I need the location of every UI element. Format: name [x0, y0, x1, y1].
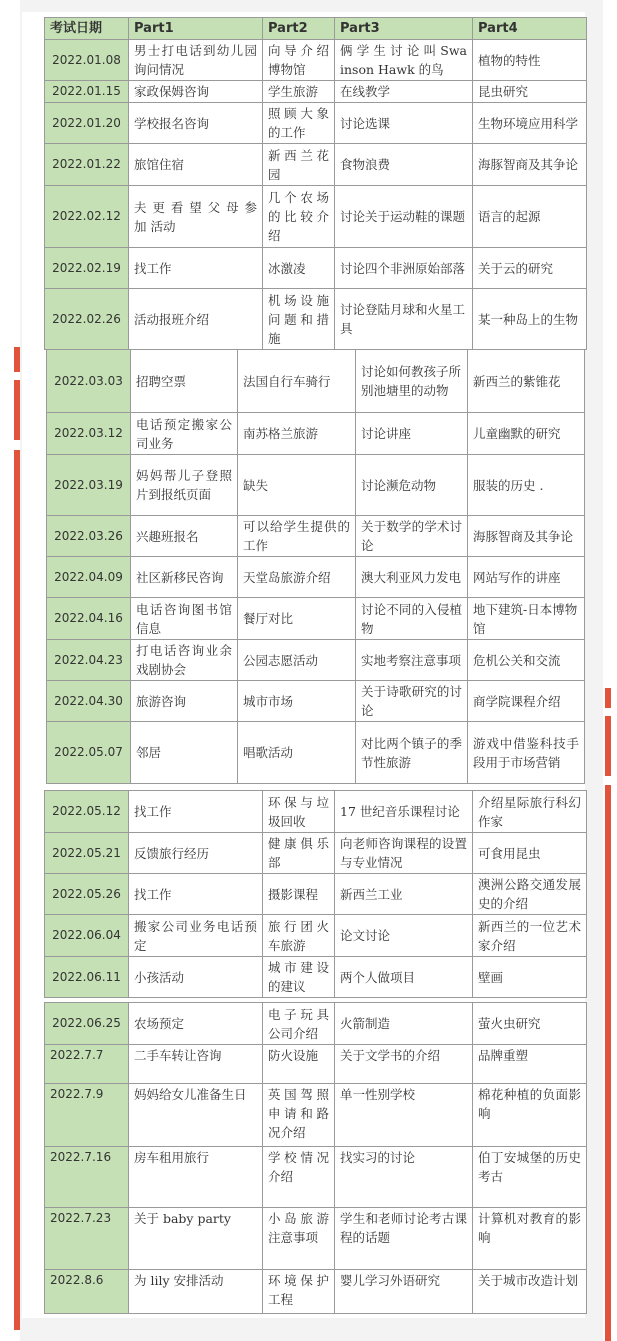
- part2-cell: 防火设施: [263, 1045, 335, 1084]
- exam-date-cell: 2022.04.30: [47, 681, 131, 722]
- part1-cell: 打电话咨询业余戏剧协会: [131, 640, 238, 681]
- exam-date-cell: 2022.03.26: [47, 516, 131, 557]
- part3-cell: 论文讨论: [335, 915, 473, 957]
- part2-cell: 可以给学生提供的工作: [238, 516, 356, 557]
- part1-cell: 搬家公司业务电话预定: [129, 915, 263, 957]
- part3-cell: 单一性别学校: [335, 1084, 473, 1147]
- part4-cell: 海豚智商及其争论: [468, 516, 585, 557]
- decor-stripe-left: [14, 347, 20, 372]
- part1-cell: 为 lily 安排活动: [129, 1270, 263, 1314]
- header-part4: Part4: [473, 18, 587, 40]
- decor-stripe-right: [605, 688, 611, 708]
- exam-date-cell: 2022.04.16: [47, 598, 131, 640]
- exam-date-cell: 2022.06.25: [45, 1003, 129, 1045]
- table-row: [47, 640, 585, 681]
- decor-stripe-left: [14, 380, 20, 440]
- part2-cell: 英国驾照申请和路况介绍: [263, 1084, 335, 1147]
- part3-cell: 对比两个镇子的季节性旅游: [356, 722, 468, 784]
- part3-cell: 讨论选课: [335, 103, 473, 144]
- part4-cell: 网站写作的讲座: [468, 557, 585, 598]
- part4-cell: 语言的起源: [473, 186, 587, 248]
- table-row: [45, 791, 587, 833]
- part3-cell: 俩 学 生 讨 论 叫 Swainson Hawk 的鸟: [335, 40, 473, 81]
- decor-stripe-right: [605, 716, 611, 776]
- exam-table-jan-feb: [44, 17, 587, 350]
- part3-cell: 食物浪费: [335, 144, 473, 186]
- table-row: [45, 1208, 587, 1270]
- exam-date-cell: 2022.01.20: [45, 103, 129, 144]
- part1-cell: 家政保姆咨询: [129, 81, 263, 103]
- part3-cell: 关于诗歌研究的讨论: [356, 681, 468, 722]
- table-row: [47, 350, 585, 413]
- part3-cell: 讨论登陆月球和火星工具: [335, 289, 473, 350]
- part2-cell: 健康俱乐部: [263, 833, 335, 874]
- table-row: [45, 1045, 587, 1084]
- part1-cell: 电话预定搬家公司业务: [131, 413, 238, 455]
- part2-cell: 城市市场: [238, 681, 356, 722]
- table-row: [45, 833, 587, 874]
- exam-date-cell: 2022.05.12: [45, 791, 129, 833]
- part2-cell: 几个农场的比较介绍: [263, 186, 335, 248]
- part4-cell: 海豚智商及其争论: [473, 144, 587, 186]
- part1-cell: 找工作: [129, 248, 263, 289]
- part1-cell: 招聘空票: [131, 350, 238, 413]
- table-row: [45, 957, 587, 998]
- part1-cell: 学校报名咨询: [129, 103, 263, 144]
- part2-cell: 环境保护工程: [263, 1270, 335, 1314]
- part1-cell: 关于 baby party: [129, 1208, 263, 1270]
- table-row: [45, 289, 587, 350]
- part3-cell: 在线教学: [335, 81, 473, 103]
- part2-cell: 电子玩具公司介绍: [263, 1003, 335, 1045]
- part4-cell: 游戏中借鉴科技手段用于市场营销: [468, 722, 585, 784]
- part2-cell: 小岛旅游注意事项: [263, 1208, 335, 1270]
- part1-cell: 邻居: [131, 722, 238, 784]
- part4-cell: 植物的特性: [473, 40, 587, 81]
- table-row: [45, 81, 587, 103]
- part2-cell: 照顾大象的工作: [263, 103, 335, 144]
- part3-cell: 澳大利亚风力发电: [356, 557, 468, 598]
- part2-cell: 天堂岛旅游介绍: [238, 557, 356, 598]
- exam-date-cell: 2022.03.19: [47, 455, 131, 516]
- exam-table-mar-may: [46, 349, 585, 784]
- exam-date-cell: 2022.04.09: [47, 557, 131, 598]
- part1-cell: 兴趣班报名: [131, 516, 238, 557]
- part4-cell: 澳洲公路交通发展史的介绍: [473, 874, 587, 915]
- part1-cell: 小孩活动: [129, 957, 263, 998]
- exam-date-cell: 2022.02.12: [45, 186, 129, 248]
- table-row: [45, 1147, 587, 1208]
- exam-date-cell: 2022.03.12: [47, 413, 131, 455]
- part1-cell: 农场预定: [129, 1003, 263, 1045]
- part4-cell: 危机公关和交流: [468, 640, 585, 681]
- table-row: [47, 681, 585, 722]
- part2-cell: 旅行团火车旅游: [263, 915, 335, 957]
- header-part2: Part2: [263, 18, 335, 40]
- table-row: [45, 248, 587, 289]
- part4-cell: 计算机对教育的影响: [473, 1208, 587, 1270]
- part1-cell: 夫 更 看 望 父 母 参 加 活动: [129, 186, 263, 248]
- part1-cell: 找工作: [129, 791, 263, 833]
- table-header-row: [45, 18, 587, 40]
- part3-cell: 找实习的讨论: [335, 1147, 473, 1208]
- part3-cell: 讨论如何教孩子所别池塘里的动物: [356, 350, 468, 413]
- part3-cell: 讨论濒危动物: [356, 455, 468, 516]
- part2-cell: 缺失: [238, 455, 356, 516]
- table-row: [47, 722, 585, 784]
- part1-cell: 妈妈给女儿准备生日: [129, 1084, 263, 1147]
- part1-cell: 旅游咨询: [131, 681, 238, 722]
- exam-date-cell: 2022.7.7: [45, 1045, 129, 1084]
- table-row: [45, 1003, 587, 1045]
- part4-cell: 服装的历史 .: [468, 455, 585, 516]
- part4-cell: 商学院课程介绍: [468, 681, 585, 722]
- part1-cell: 二手车转让咨询: [129, 1045, 263, 1084]
- part4-cell: 昆虫研究: [473, 81, 587, 103]
- part3-cell: 讨论不同的入侵植物: [356, 598, 468, 640]
- header-part1: Part1: [129, 18, 263, 40]
- part3-cell: 讨论四个非洲原始部落: [335, 248, 473, 289]
- exam-date-cell: 2022.8.6: [45, 1270, 129, 1314]
- part2-cell: 摄影课程: [263, 874, 335, 915]
- exam-date-cell: 2022.05.21: [45, 833, 129, 874]
- exam-date-cell: 2022.02.26: [45, 289, 129, 350]
- part3-cell: 两个人做项目: [335, 957, 473, 998]
- part4-cell: 生物环境应用科学: [473, 103, 587, 144]
- table-row: [47, 516, 585, 557]
- part2-cell: 学生旅游: [263, 81, 335, 103]
- exam-date-cell: 2022.7.9: [45, 1084, 129, 1147]
- exam-table-may-jun: [44, 790, 587, 998]
- table-row: [45, 144, 587, 186]
- part4-cell: 关于城市改造计划: [473, 1270, 587, 1314]
- part4-cell: 介绍星际旅行科幻作家: [473, 791, 587, 833]
- part4-cell: 地下建筑-日本博物馆: [468, 598, 585, 640]
- exam-table-jun-aug: [44, 1002, 587, 1314]
- part3-cell: 实地考察注意事项: [356, 640, 468, 681]
- part4-cell: 儿童幽默的研究: [468, 413, 585, 455]
- part1-cell: 妈妈帮儿子登照片到报纸页面: [131, 455, 238, 516]
- part3-cell: 向老师咨询课程的设置与专业情况: [335, 833, 473, 874]
- part4-cell: 新西兰的紫锥花: [468, 350, 585, 413]
- part4-cell: 壁画: [473, 957, 587, 998]
- part4-cell: 关于云的研究: [473, 248, 587, 289]
- part1-cell: 旅馆住宿: [129, 144, 263, 186]
- part3-cell: 新西兰工业: [335, 874, 473, 915]
- part2-cell: 公园志愿活动: [238, 640, 356, 681]
- decor-stripe-right: [605, 785, 611, 1341]
- table-row: [45, 40, 587, 81]
- table-row: [45, 103, 587, 144]
- part4-cell: 萤火虫研究: [473, 1003, 587, 1045]
- table-row: [47, 455, 585, 516]
- table-row: [47, 413, 585, 455]
- part2-cell: 机场设施问题和措施: [263, 289, 335, 350]
- part2-cell: 法国自行车骑行: [238, 350, 356, 413]
- part3-cell: 17 世纪音乐课程讨论: [335, 791, 473, 833]
- decor-stripe-left: [14, 450, 20, 1330]
- part3-cell: 婴儿学习外语研究: [335, 1270, 473, 1314]
- part2-cell: 南苏格兰旅游: [238, 413, 356, 455]
- part2-cell: 冰激凌: [263, 248, 335, 289]
- part4-cell: 某一种岛上的生物: [473, 289, 587, 350]
- part3-cell: 讨论关于运动鞋的课题: [335, 186, 473, 248]
- exam-date-cell: 2022.05.07: [47, 722, 131, 784]
- part4-cell: 伯丁安城堡的历史考古: [473, 1147, 587, 1208]
- part1-cell: 男士打电话到幼儿园询问情况: [129, 40, 263, 81]
- part2-cell: 唱歌活动: [238, 722, 356, 784]
- part2-cell: 城市建设的建议: [263, 957, 335, 998]
- part2-cell: 学校情况介绍: [263, 1147, 335, 1208]
- part3-cell: 讨论讲座: [356, 413, 468, 455]
- table-row: [45, 915, 587, 957]
- part2-cell: 向导介绍博物馆: [263, 40, 335, 81]
- table-row: [45, 1270, 587, 1314]
- exam-date-cell: 2022.02.19: [45, 248, 129, 289]
- table-row: [45, 186, 587, 248]
- part4-cell: 棉花种植的负面影响: [473, 1084, 587, 1147]
- part4-cell: 新西兰的一位艺术家介绍: [473, 915, 587, 957]
- table-row: [47, 598, 585, 640]
- part3-cell: 关于文学书的介绍: [335, 1045, 473, 1084]
- exam-date-cell: 2022.01.08: [45, 40, 129, 81]
- part3-cell: 火箭制造: [335, 1003, 473, 1045]
- exam-date-cell: 2022.06.11: [45, 957, 129, 998]
- exam-date-cell: 2022.05.26: [45, 874, 129, 915]
- part1-cell: 找工作: [129, 874, 263, 915]
- exam-date-cell: 2022.04.23: [47, 640, 131, 681]
- table-row: [47, 557, 585, 598]
- header-part3: Part3: [335, 18, 473, 40]
- part2-cell: 餐厅对比: [238, 598, 356, 640]
- part2-cell: 新西兰花园: [263, 144, 335, 186]
- exam-date-cell: 2022.7.16: [45, 1147, 129, 1208]
- part4-cell: 品牌重塑: [473, 1045, 587, 1084]
- part1-cell: 反馈旅行经历: [129, 833, 263, 874]
- part3-cell: 学生和老师讨论考古课程的话题: [335, 1208, 473, 1270]
- table-row: [45, 1084, 587, 1147]
- part1-cell: 电话咨询图书馆信息: [131, 598, 238, 640]
- part1-cell: 房车租用旅行: [129, 1147, 263, 1208]
- part4-cell: 可食用昆虫: [473, 833, 587, 874]
- table-row: [45, 874, 587, 915]
- part1-cell: 活动报班介绍: [129, 289, 263, 350]
- part1-cell: 社区新移民咨询: [131, 557, 238, 598]
- exam-date-cell: 2022.06.04: [45, 915, 129, 957]
- exam-date-cell: 2022.7.23: [45, 1208, 129, 1270]
- part3-cell: 关于数学的学术讨论: [356, 516, 468, 557]
- header-exam-date: 考试日期: [45, 18, 129, 40]
- exam-date-cell: 2022.01.22: [45, 144, 129, 186]
- part2-cell: 环保与垃圾回收: [263, 791, 335, 833]
- exam-date-cell: 2022.03.03: [47, 350, 131, 413]
- exam-date-cell: 2022.01.15: [45, 81, 129, 103]
